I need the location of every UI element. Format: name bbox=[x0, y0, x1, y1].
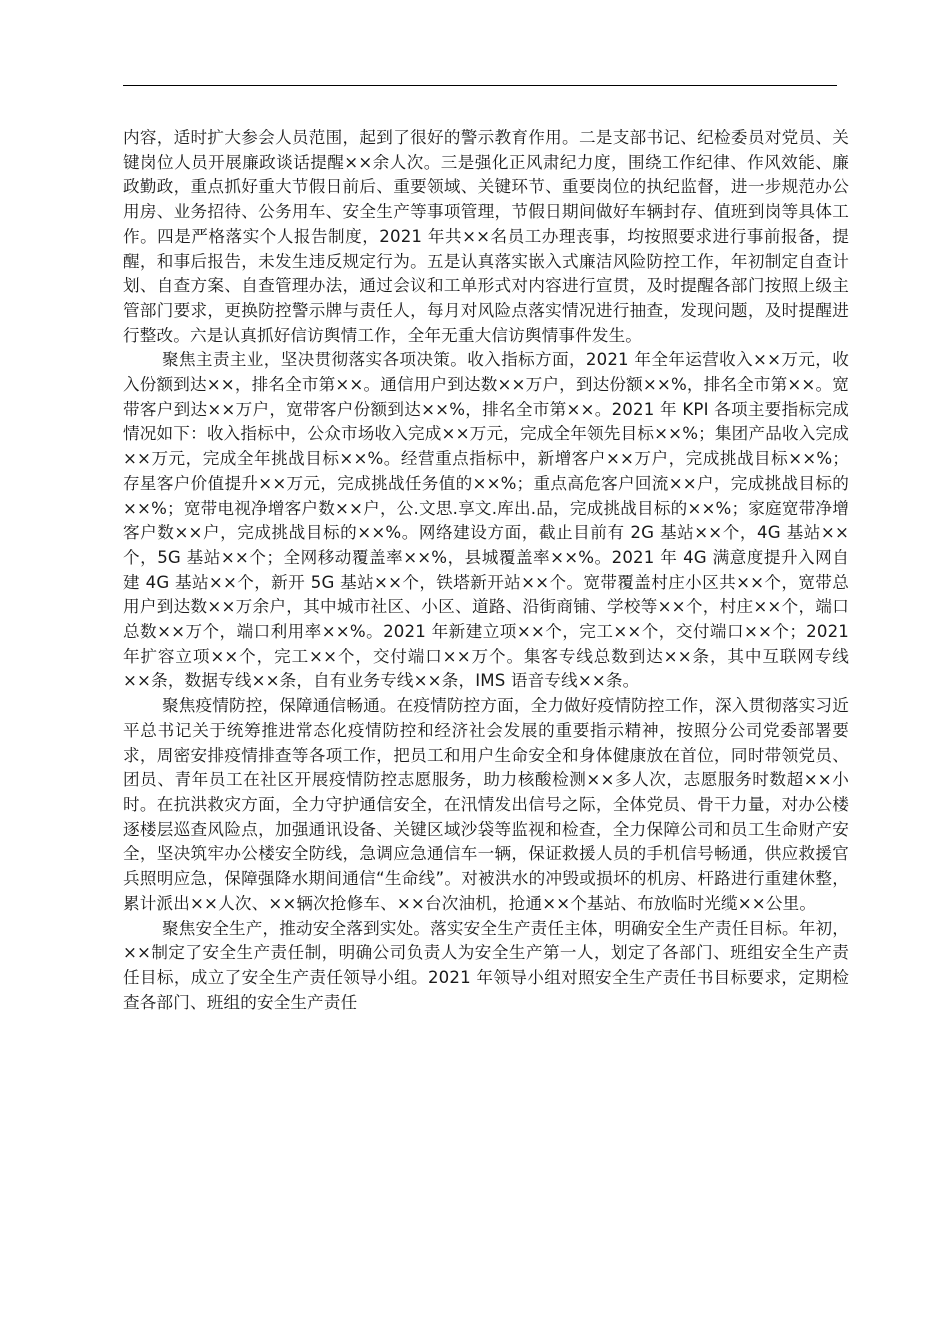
paragraph-core-business: 聚焦主责主业，坚决贯彻落实各项决策。收入指标方面，2021 年全年运营收入××万元，收入份额到达××，排名全市第××。通信用户到达数××万户，到达份额××%，排名全市第××。宽带客户到达××万户，宽带客户份额到达××%，排名全市第××。2021 年 KPI 各项主要指标完成情况如下：收入指标中，公众市场收入完成××万元，完成全年领先目标××%；集团产品收入完成××万元，完成全年挑战目标××%。经营重点指标中，新增客户××万户，完成挑战目标××%；存星客户价值提升××万元，完成挑战任务值的××%；重点高危客户回流××户，完成挑战目标的××%；宽带电视净增客户数××户，公.文思.享文.库出.品，完成挑战目标的××%；家庭宽带净增客户数××户，完成挑战目标的××%。网络建设方面，截止目前有 2G 基站××个，4G 基站××个，5G 基站××个；全网移动覆盖率××%，县城覆盖率××%。2021 年 4G 满意度提升入网自建 4G 基站××个，新开 5G 基站××个，铁塔新开站××个。宽带覆盖村庄小区共××个，宽带总用户到达数××万余户，其中城市社区、小区、道路、沿街商铺、学校等××个，村庄××个，端口总数××万个，端口利用率××%。2021 年新建立项××个，完工××个，交付端口××个；2021 年扩容立项××个，完工××个，交付端口××万个。集客专线总数到达××条，其中互联网专线××条，数据专线××条，自有业务专线××条，IMS 语音专线××条。 bbox=[123, 350, 849, 691]
paragraph-discipline-continued: 内容，适时扩大参会人员范围，起到了很好的警示教育作用。二是支部书记、纪检委员对党员、关键岗位人员开展廉政谈话提醒××余人次。三是强化正风肃纪力度，围绕工作纪律、作风效能、廉政勤政，重点抓好重大节假日前后、重要领域、关键环节、重要岗位的执纪监督，进一步规范办公用房、业务招待、公务用车、安全生产等事项管理，节假日期间做好车辆封存、值班到岗等具体工作。四是严格落实个人报告制度，2021 年共××名员工办理丧事，均按照要求进行事前报备，提醒，和事后报告，未发生违反规定行为。五是认真落实嵌入式廉洁风险防控工作，年初制定自查计划、自查方案、自查管理办法，通过会议和工单形式对内容进行宣贯，及时提醒各部门按照上级主管部门要求，更换防控警示牌与责任人，每月对风险点落实情况进行抽查，发现问题，及时提醒进行整改。六是认真抓好信访舆情工作，全年无重大信访舆情事件发生。 bbox=[123, 128, 849, 345]
document-body bbox=[123, 126, 849, 1015]
paragraph-safety-production: 聚焦安全生产，推动安全落到实处。落实安全生产责任主体，明确安全生产责任目标。年初，××制定了安全生产责任制，明确公司负责人为安全生产第一人，划定了各部门、班组安全生产责任目标，成立了安全生产责任领导小组。2021 年领导小组对照安全生产责任书目标要求，定期检查各部门、班组的安全生产责任 bbox=[123, 918, 849, 1012]
header-rule bbox=[123, 85, 837, 86]
paragraph-epidemic-prevention: 聚焦疫情防控，保障通信畅通。在疫情防控方面，全力做好疫情防控工作，深入贯彻落实习近平总书记关于统筹推进常态化疫情防控和经济社会发展的重要指示精神，按照分公司党委部署要求，周密安排疫情排查等各项工作，把员工和用户生命安全和身体健康放在首位，同时带领党员、团员、青年员工在社区开展疫情防控志愿服务，助力核酸检测××多人次，志愿服务时数超××小时。在抗洪救灾方面，全力守护通信安全，在汛情发出信号之际，全体党员、骨干力量，对办公楼逐楼层巡查风险点，加强通讯设备、关键区域沙袋等监视和检查，全力保障公司和员工生命财产安全，坚决筑牢办公楼安全防线，急调应急通信车一辆，保证救援人员的手机信号畅通，供应救援官兵照明应急，保障强降水期间通信“生命线”。对被洪水的冲毁或损坏的机房、杆路进行重建休整，累计派出××人次、××辆次抢修车、××台次油机，抢通××个基站、布放临时光缆××公里。 bbox=[123, 696, 849, 913]
